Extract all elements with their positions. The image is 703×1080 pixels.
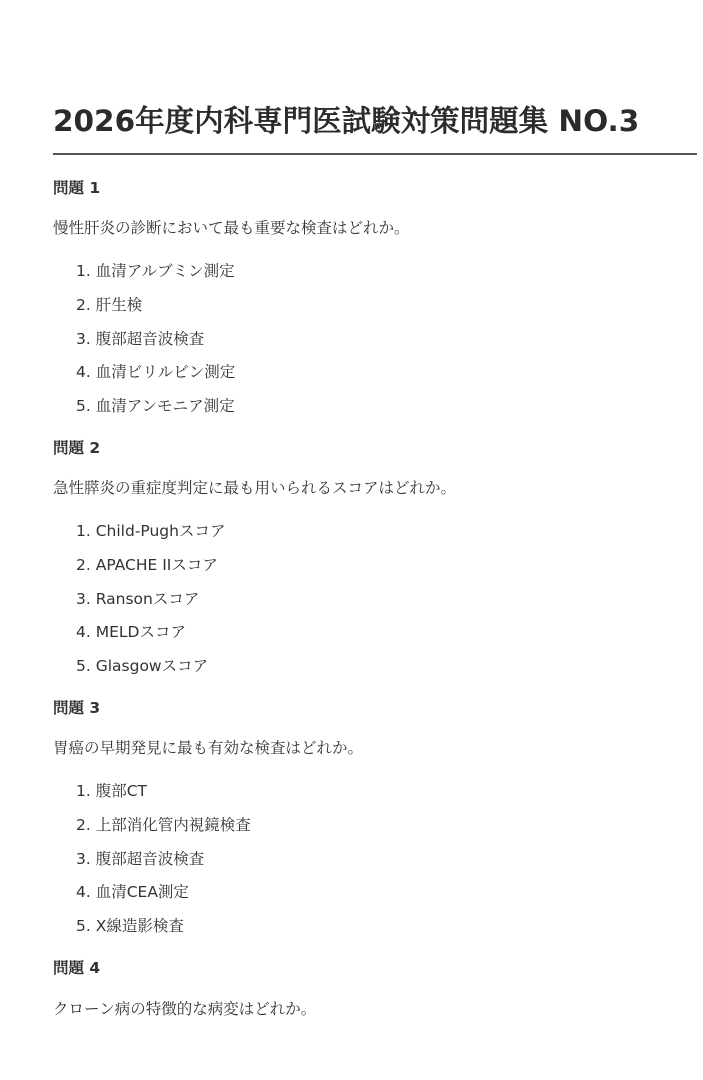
question-2-choice-4: 4. MELDスコア xyxy=(76,623,186,641)
question-3-heading: 問題 3 xyxy=(53,699,101,717)
question-1-choice-2: 2. 肝生検 xyxy=(76,296,143,314)
question-2-choice-1: 1. Child-Pughスコア xyxy=(76,522,226,540)
question-3-choice-5: 5. X線造影検査 xyxy=(76,917,184,935)
question-3-choice-1: 1. 腹部CT xyxy=(76,782,148,800)
question-1-choice-1: 1. 血清アルブミン測定 xyxy=(76,262,235,280)
question-2-choice-2: 2. APACHE IIスコア xyxy=(76,556,218,574)
question-2-choice-3: 3. Ransonスコア xyxy=(76,590,200,608)
question-2-heading: 問題 2 xyxy=(53,439,101,457)
question-1-text: 慢性肝炎の診断において最も重要な検査はどれか。 xyxy=(53,219,410,237)
question-3-text: 胃癌の早期発見に最も有効な検査はどれか。 xyxy=(53,739,364,757)
title-divider xyxy=(53,153,697,155)
question-1-choice-5: 5. 血清アンモニア測定 xyxy=(76,397,235,415)
question-4-heading: 問題 4 xyxy=(53,959,101,977)
question-1-choice-3: 3. 腹部超音波検査 xyxy=(76,330,205,348)
question-3-choice-2: 2. 上部消化管内視鏡検査 xyxy=(76,816,251,834)
question-2-text: 急性膵炎の重症度判定に最も用いられるスコアはどれか。 xyxy=(53,479,457,497)
question-3-choice-4: 4. 血清CEA測定 xyxy=(76,883,189,901)
question-3-choice-3: 3. 腹部超音波検査 xyxy=(76,850,205,868)
question-1-choice-4: 4. 血清ビリルビン測定 xyxy=(76,363,236,381)
document-title: 2026年度内科専門医試験対策問題集 NO.3 xyxy=(53,104,640,138)
question-1-heading: 問題 1 xyxy=(53,179,101,197)
question-4-text: クローン病の特徴的な病変はどれか。 xyxy=(53,1000,317,1018)
question-2-choice-5: 5. Glasgowスコア xyxy=(76,657,209,675)
